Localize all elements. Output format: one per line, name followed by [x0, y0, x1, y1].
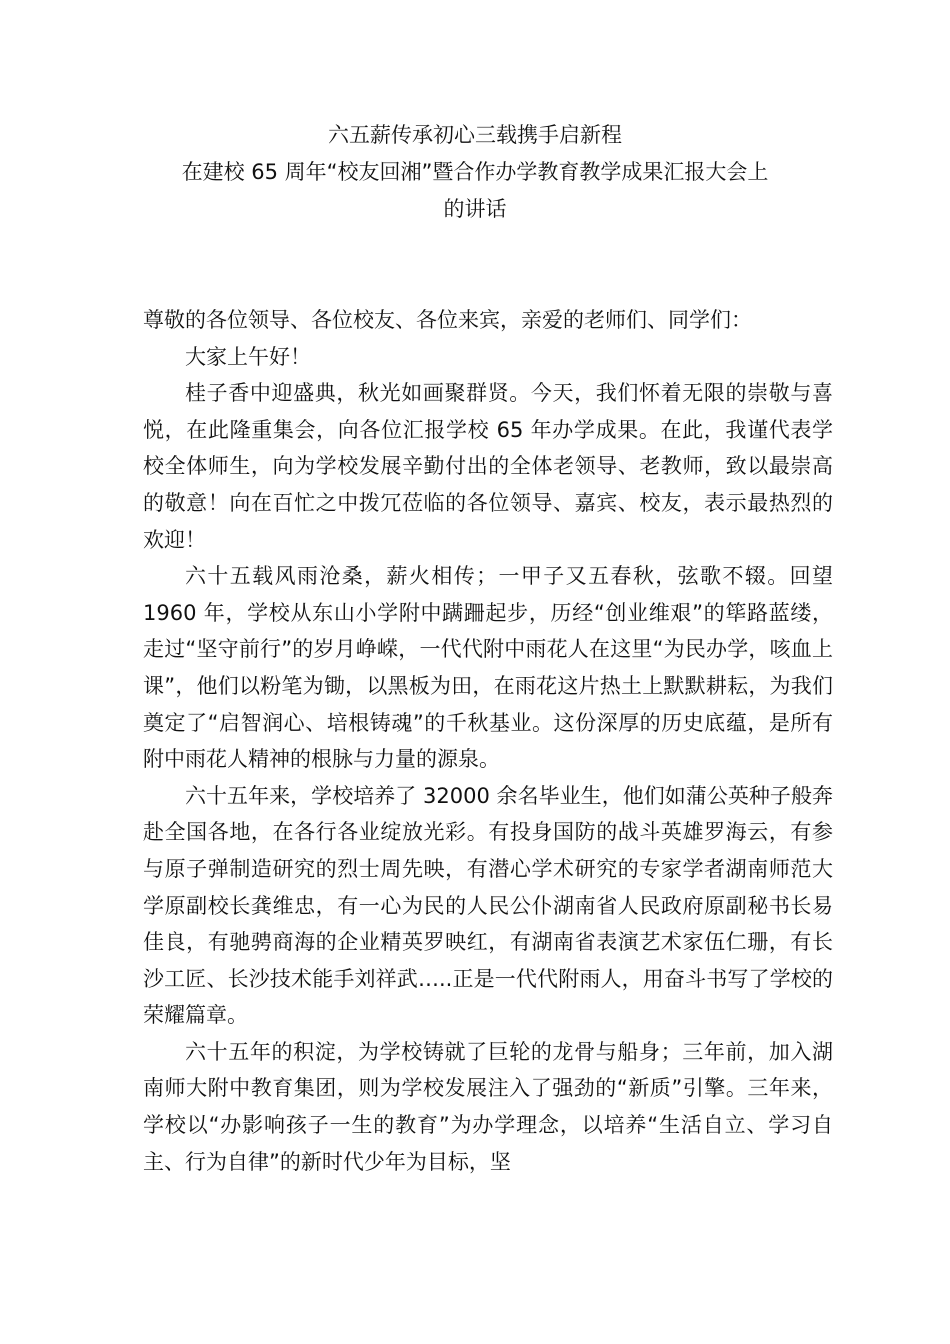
paragraph-alumni: 六十五年来，学校培养了 32000 余名毕业生，他们如蒲公英种子般奔赴全国各地，在各行各业绽放光彩。有投身国防的战斗英雄罗海云，有参与原子弹制造研究的烈士周先映，有潜心学术研究的专家学者湖南师范大学原副校长龚维忠，有一心为民的人民公仆湖南省人民政府原副秘书长易佳良，有驰骋商海的企业精英罗映红，有湖南省表演艺术家伍仁珊，有长沙工匠、长沙技术能手刘祥武…..正是一代代附雨人，用奋斗书写了学校的荣耀篇章。	[143, 783, 833, 1028]
title-line-2: 在建校 65 周年“校友回湘”暨合作办学教育教学成果汇报大会上	[181, 160, 769, 184]
title-line-1: 六五薪传承初心三载携手启新程	[328, 123, 622, 147]
document-body	[143, 302, 833, 1180]
paragraph-greeting: 大家上午好！	[185, 344, 311, 369]
document-title	[0, 117, 950, 228]
title-line-3: 的讲话	[443, 197, 507, 221]
salutation: 尊敬的各位领导、各位校友、各位来宾，亲爱的老师们、同学们：	[143, 308, 752, 332]
paragraph-development: 六十五年的积淀，为学校铸就了巨轮的龙骨与船身；三年前，加入湖南师大附中教育集团，则为学校发展注入了强劲的“新质”引擎。三年来，学校以“办影响孩子一生的教育”为办学理念，以培养“生活自立、学习自主、行为自律”的新时代少年为目标，坚	[143, 1039, 833, 1174]
paragraph-welcome: 桂子香中迎盛典，秋光如画聚群贤。今天，我们怀着无限的崇敬与喜悦，在此隆重集会，向各位汇报学校 65 年办学成果。在此，我谨代表学校全体师生，向为学校发展辛勤付出的全体老领导、老教师，致以最崇高的敬意！向在百忙之中拨冗莅临的各位领导、嘉宾、校友，表示最热烈的欢迎！	[143, 381, 833, 552]
paragraph-history: 六十五载风雨沧桑，薪火相传；一甲子又五春秋，弦歌不辍。回望 1960 年，学校从东山小学附中蹒跚起步，历经“创业维艰”的筚路蓝缕，走过“坚守前行”的岁月峥嵘，一代代附中雨花人在这里“为民办学，咳血上课”，他们以粉笔为锄，以黑板为田，在雨花这片热土上默默耕耘，为我们奠定了“启智润心、培根铸魂”的千秋基业。这份深厚的历史底蕴，是所有附中雨花人精神的根脉与力量的源泉。	[143, 564, 833, 772]
